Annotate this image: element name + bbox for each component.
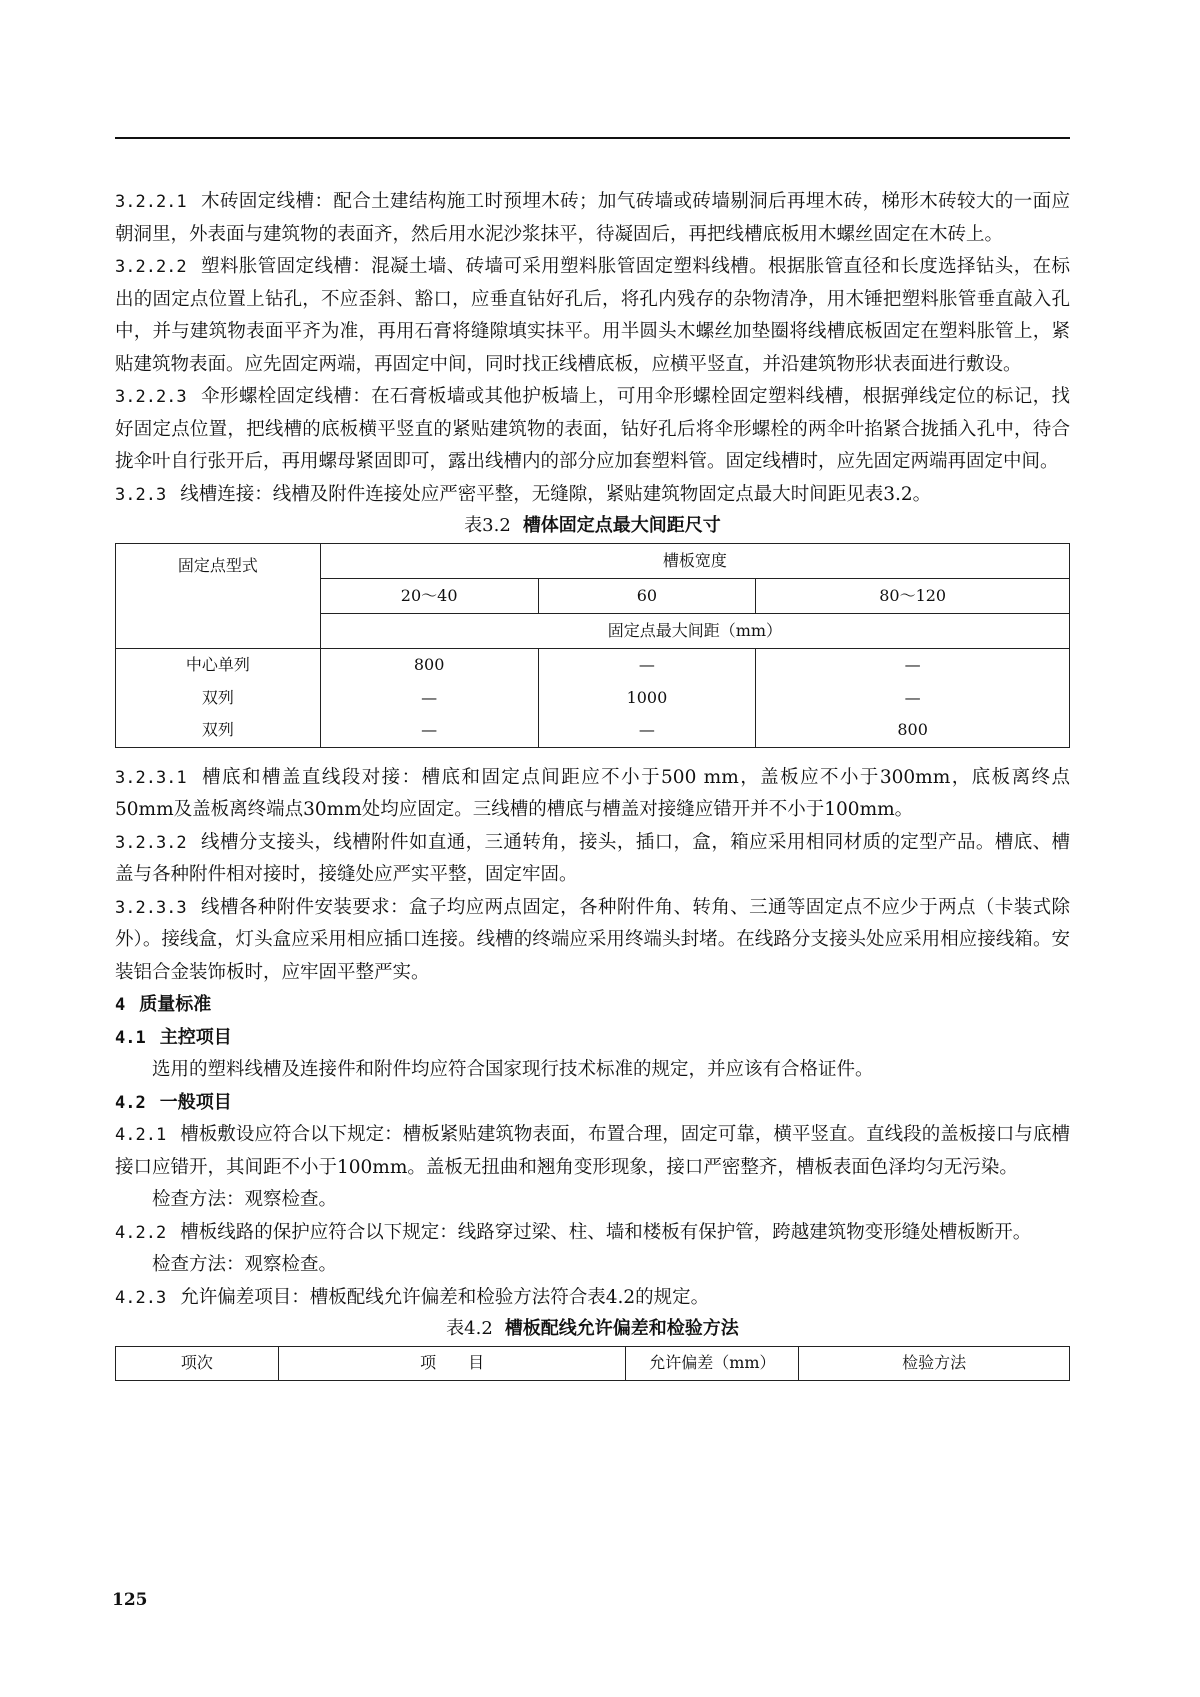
check-method-1: 检查方法：观察检查。 bbox=[152, 1189, 338, 1210]
table-4-2-caption-title: 槽板配线允许偏差和检验方法 bbox=[504, 1318, 739, 1339]
row-type: 中心单列 bbox=[116, 649, 321, 682]
section-4-2-heading: 4.2 一般项目 bbox=[115, 1091, 232, 1113]
paragraph-3-2-3-3: 3.2.3.3 线槽各种附件安装要求：盒子均应两点固定，各种附件角、转角、三通等固定点不应少于两点（卡装式除外）。接线盒，灯头盒应采用相应插口连接。线槽的终端应采用终端头封堵。在线路分支接头处应采用相应接线箱。安装铝合金装饰板时，应牢固平整严实。 bbox=[115, 896, 1070, 983]
paragraph-3-2-2-2: 3.2.2.2 塑料胀管固定线槽：混凝土墙、砖墙可采用塑料胀管固定塑料线槽。根据胀管直径和长度选择钻头，在标出的固定点位置上钻孔，不应歪斜、豁口，应垂直钻好孔后，将孔内残存的杂物清净，用木锤把塑料胀管垂直敲入孔中，并与建筑物表面平齐为准，再用石膏将缝隙填实抹平。用半圆头木螺丝加垫圈将线槽底板固定在塑料胀管上，紧贴建筑物表面。应先固定两端，再固定中间，同时找正线槽底板，应横平竖直，并沿建筑物形状表面进行敷设。 bbox=[115, 256, 1070, 375]
spacer bbox=[115, 748, 1070, 762]
table-cell: — bbox=[538, 649, 756, 682]
table-header-row bbox=[116, 1347, 1070, 1381]
table-3-2-caption-number: 表3.2 bbox=[464, 515, 511, 536]
table-4-2-caption-number: 表4.2 bbox=[446, 1318, 493, 1339]
row-type: 双列 bbox=[116, 714, 321, 747]
header-max-spacing: 固定点最大间距（mm） bbox=[320, 614, 1069, 649]
table-cell: 800 bbox=[756, 714, 1070, 747]
page-number: 125 bbox=[112, 1590, 148, 1610]
width-col: 20～40 bbox=[320, 579, 538, 614]
header-fixing-type: 固定点型式 bbox=[116, 544, 321, 649]
table-row bbox=[116, 714, 1070, 747]
width-col: 80～120 bbox=[756, 579, 1070, 614]
header-rule bbox=[115, 137, 1070, 139]
table-cell: — bbox=[538, 714, 756, 747]
header-board-width: 槽板宽度 bbox=[320, 544, 1069, 579]
paragraph-3-2-2-3: 3.2.2.3 伞形螺栓固定线槽：在石膏板墙或其他护板墙上，可用伞形螺栓固定塑料线槽，根据弹线定位的标记，找好固定点位置，把线槽的底板横平竖直的紧贴建筑物的表面，钻好孔后将伞形螺栓的两伞叶掐紧合拢插入孔中，待合拢伞叶自行张开后，再用螺母紧固即可，露出线槽内的部分应加套塑料管。固定线槽时，应先固定两端再固定中间。 bbox=[115, 386, 1070, 472]
table-row bbox=[116, 649, 1070, 682]
row-type: 双列 bbox=[116, 682, 321, 715]
table-3-2-caption-title: 槽体固定点最大间距尺寸 bbox=[522, 515, 721, 536]
paragraph-3-2-2-1: 3.2.2.1 木砖固定线槽：配合土建结构施工时预埋木砖；加气砖墙或砖墙剔洞后再埋木砖，梯形木砖较大的一面应朝洞里，外表面与建筑物的表面齐，然后用水泥沙浆抹平，待凝固后，再把线槽底板用木螺丝固定在木砖上。 bbox=[115, 191, 1070, 245]
table-4-2-caption bbox=[115, 1314, 1070, 1344]
header-inspection-method: 检验方法 bbox=[799, 1347, 1070, 1381]
section-4-1-text: 选用的塑料线槽及连接件和附件均应符合国家现行技术标准的规定，并应该有合格证件。 bbox=[152, 1059, 874, 1080]
header-tolerance: 允许偏差（mm） bbox=[626, 1347, 799, 1381]
section-4-heading: 4 质量标准 bbox=[115, 994, 212, 1015]
table-cell: — bbox=[320, 714, 538, 747]
paragraph-3-2-3-2: 3.2.3.2 线槽分支接头，线槽附件如直通，三通转角，接头，插口，盒，箱应采用相同材质的定型产品。槽底、槽盖与各种附件相对接时，接缝处应严实平整，固定牢固。 bbox=[115, 831, 1070, 885]
page-content bbox=[115, 186, 1070, 1381]
table-cell: 800 bbox=[320, 649, 538, 682]
table-cell: — bbox=[756, 649, 1070, 682]
paragraph-3-2-3: 3.2.3 线槽连接：线槽及附件连接处应严密平整，无缝隙，紧贴建筑物固定点最大时间距见表3.2。 bbox=[115, 483, 932, 505]
header-item-no: 项次 bbox=[116, 1347, 279, 1381]
table-3-2 bbox=[115, 543, 1070, 748]
table-cell: — bbox=[756, 682, 1070, 715]
paragraph-4-2-3: 4.2.3 允许偏差项目：槽板配线允许偏差和检验方法符合表4.2的规定。 bbox=[115, 1286, 710, 1308]
header-item: 项 目 bbox=[278, 1347, 626, 1381]
paragraph-4-2-2: 4.2.2 槽板线路的保护应符合以下规定：线路穿过梁、柱、墙和楼板有保护管，跨越建筑物变形缝处槽板断开。 bbox=[115, 1221, 1032, 1243]
table-cell: 1000 bbox=[538, 682, 756, 715]
paragraph-4-2-1: 4.2.1 槽板敷设应符合以下规定：槽板紧贴建筑物表面，布置合理，固定可靠，横平竖直。直线段的盖板接口与底槽接口应错开，其间距不小于100mm。盖板无扭曲和翘角变形现象，接口严密整齐，槽板表面色泽均匀无污染。 bbox=[115, 1124, 1070, 1178]
table-3-2-caption bbox=[115, 511, 1070, 541]
check-method-2: 检查方法：观察检查。 bbox=[152, 1254, 338, 1275]
table-4-2 bbox=[115, 1346, 1070, 1381]
section-4-1-heading: 4.1 主控项目 bbox=[115, 1026, 232, 1048]
paragraph-3-2-3-1: 3.2.3.1 槽底和槽盖直线段对接：槽底和固定点间距应不小于500 mm，盖板应不小于300mm，底板离终点50mm及盖板离终端点30mm处均应固定。三线槽的槽底与槽盖对接缝应错开并不小于100mm。 bbox=[115, 766, 1070, 820]
width-col: 60 bbox=[538, 579, 756, 614]
table-row bbox=[116, 682, 1070, 715]
table-cell: — bbox=[320, 682, 538, 715]
